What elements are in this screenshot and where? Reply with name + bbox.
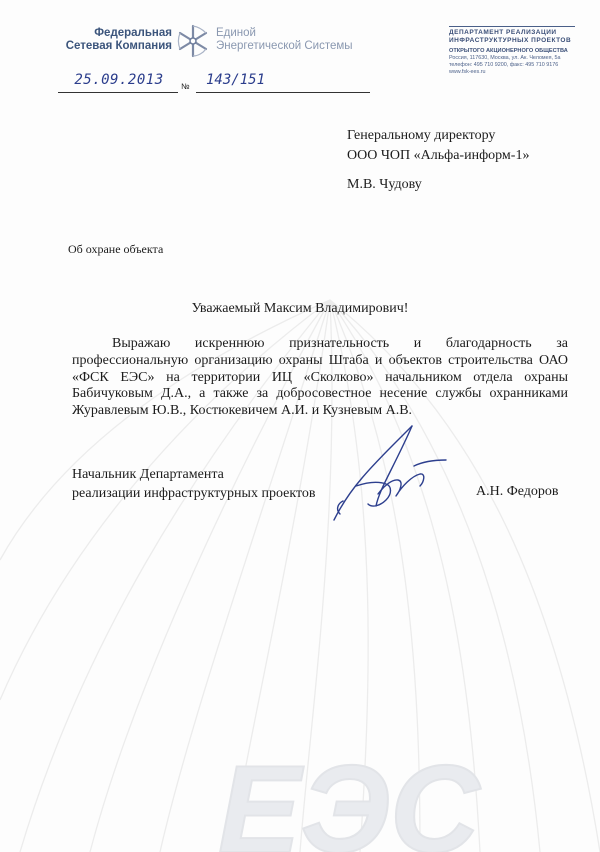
- signer-position-line-2: реализации инфраструктурных проектов: [72, 485, 316, 501]
- department-address: Россия, 117630, Москва, ул. Ак. Челомея, 5а: [449, 55, 561, 61]
- signer-position-line-1: Начальник Департамента: [72, 467, 224, 482]
- salutation: Уважаемый Максим Владимирович!: [191, 301, 409, 316]
- department-title-2: ИНФРАСТРУКТУРНЫХ ПРОЕКТОВ: [449, 37, 572, 44]
- logo-line-1: Федеральная: [94, 27, 172, 39]
- letter-subject: Об охране объекта: [68, 242, 164, 256]
- addressee-position: Генеральному директору: [347, 128, 496, 143]
- number-underline: [196, 92, 370, 93]
- department-org: ОТКРЫТОГО АКЦИОНЕРНОГО ОБЩЕСТВА: [449, 48, 568, 54]
- department-website: www.fsk-ees.ru: [449, 69, 486, 75]
- logo-line-4: Энергетической Системы: [216, 40, 353, 52]
- logo-system-name: [216, 27, 416, 53]
- date-underline: [58, 92, 178, 93]
- addressee-company: ООО ЧОП «Альфа-информ-1»: [347, 148, 530, 163]
- addressee-block: [347, 126, 529, 166]
- addressee-name: М.В. Чудову: [347, 177, 422, 192]
- number-sign: №: [181, 82, 190, 91]
- signer-name: А.Н. Федоров: [476, 484, 559, 499]
- department-rule: [449, 26, 575, 27]
- handwritten-signature-icon: [326, 424, 448, 522]
- logo-line-2: Сетевая Компания: [65, 40, 172, 52]
- department-phone: телефон: 495 710 9200, факс: 495 710 9176: [449, 62, 559, 68]
- watermark-text: ЕЭС: [218, 741, 480, 852]
- fsk-ees-emblem-icon: [175, 23, 211, 59]
- body-paragraph: Выражаю искреннюю признательность и благодарность за профессиональную организацию охраны Штаба и объектов строительства ОАО «ФСК ЕЭС» на территории ИЦ «Сколково» начальником отдела охраны Бабичуковым Д.А., а также за добросовестное несение службы охранниками Журавлевым Ю.В., Костюкевичем А.И. и Кузневым А.В.: [72, 336, 568, 419]
- department-title-1: ДЕПАРТАМЕНТ РЕАЛИЗАЦИИ: [449, 29, 557, 36]
- letter-body: [72, 336, 568, 420]
- logo-company-name: [58, 27, 172, 53]
- logo-line-3: Единой: [216, 27, 256, 39]
- signer-position: [72, 466, 316, 503]
- letter-date: 25.09.2013: [74, 72, 164, 88]
- department-block: [449, 26, 575, 76]
- letter-number: 143/151: [206, 72, 266, 88]
